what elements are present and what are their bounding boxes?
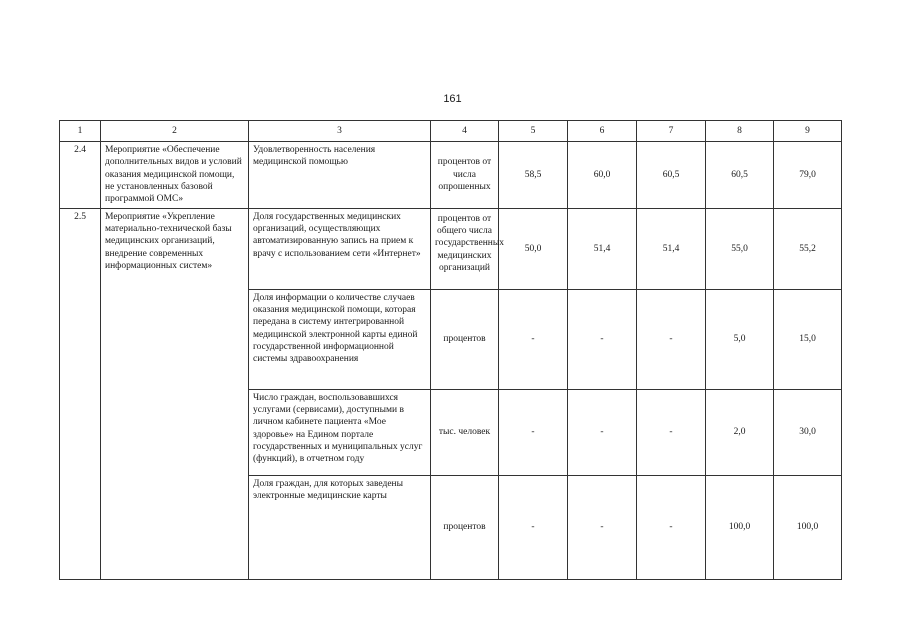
indicator-name: Доля информации о количестве случаев оказания медицинской помощи, которая передана в систему интегрированной медицинской электронной карты единой государственной информационной системы здравоохранения [249,289,431,389]
indicator-name: Доля государственных медицинских организаций, осуществляющих автоматизированную запись на прием к врачу с использованием сети «Интернет» [249,208,431,289]
indicator-name: Число граждан, воспользовавшихся услугами (сервисами), доступными в личном кабинете пациента «Мое здоровье» на Едином портале государственных и муниципальных услуг (функций), в отчетном году [249,389,431,475]
column-header: 7 [637,121,706,142]
value-cell: - [637,389,706,475]
row-index: 2.4 [60,142,101,209]
indicator-unit: процентов от числа опрошенных [431,142,499,209]
value-cell: 60,0 [568,142,637,209]
column-header: 4 [431,121,499,142]
column-header: 9 [774,121,842,142]
event-name: Мероприятие «Обеспечение дополнительных видов и условий оказания медицинской помощи, не установленных базовой программой ОМС» [101,142,249,209]
value-cell: 2,0 [706,389,774,475]
column-header: 5 [499,121,568,142]
event-name: Мероприятие «Укрепление материально-технической базы медицинских организаций, внедрение современных информационных систем» [101,208,249,579]
value-cell: 15,0 [774,289,842,389]
indicator-name: Доля граждан, для которых заведены электронные медицинские карты [249,475,431,579]
value-cell: - [568,389,637,475]
indicator-name: Удовлетворенность населения медицинской помощью [249,142,431,209]
value-cell: 100,0 [706,475,774,579]
column-header: 3 [249,121,431,142]
value-cell: 5,0 [706,289,774,389]
indicator-unit: тыс. человек [431,389,499,475]
page-number: 161 [443,93,462,105]
value-cell: 58,5 [499,142,568,209]
header-row [60,121,842,142]
value-cell: 55,2 [774,208,842,289]
column-header: 6 [568,121,637,142]
value-cell: - [499,289,568,389]
value-cell: 60,5 [637,142,706,209]
value-cell: 60,5 [706,142,774,209]
column-header: 8 [706,121,774,142]
value-cell: 55,0 [706,208,774,289]
value-cell: - [499,475,568,579]
column-header: 1 [60,121,101,142]
value-cell: 100,0 [774,475,842,579]
value-cell: - [568,289,637,389]
value-cell: 30,0 [774,389,842,475]
row-index: 2.5 [60,208,101,579]
value-cell: 79,0 [774,142,842,209]
indicators-table [59,120,842,580]
table-row [60,142,842,209]
value-cell: 50,0 [499,208,568,289]
value-cell: - [637,289,706,389]
indicator-unit: процентов [431,475,499,579]
table-row [60,208,842,289]
value-cell: - [637,475,706,579]
value-cell: 51,4 [568,208,637,289]
indicator-unit: процентов [431,289,499,389]
column-header: 2 [101,121,249,142]
value-cell: - [499,389,568,475]
value-cell: - [568,475,637,579]
indicator-unit: процентов от общего числа государственных медицинских организаций [431,208,499,289]
value-cell: 51,4 [637,208,706,289]
